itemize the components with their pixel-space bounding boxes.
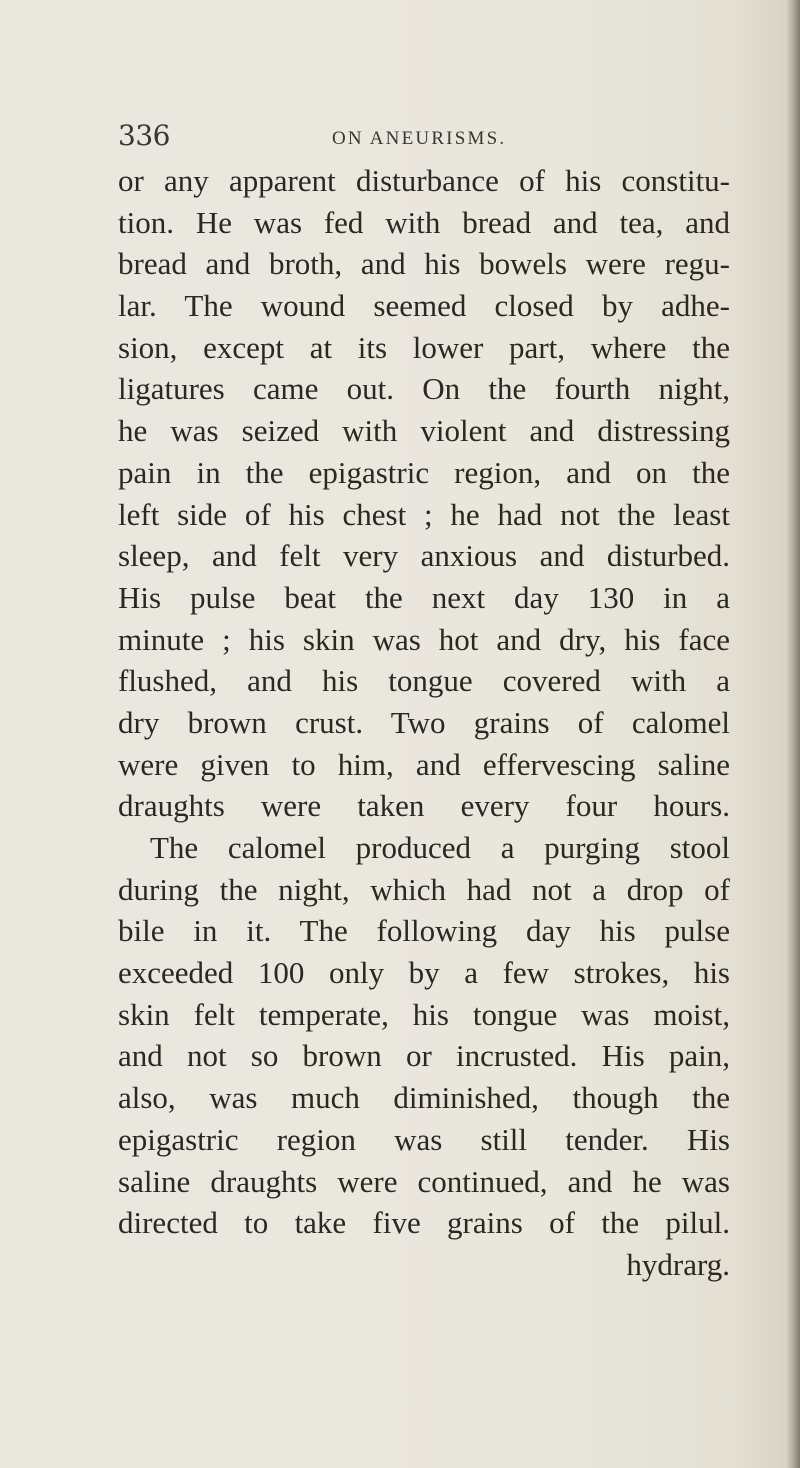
text-line: saline draughts were continued, and he was xyxy=(118,1163,730,1199)
catchword: hydrarg. xyxy=(626,1246,730,1282)
page-number: 336 xyxy=(118,119,170,152)
text-line: epigastric region was still tender. His xyxy=(118,1121,730,1157)
text-line: dry brown crust. Two grains of calomel xyxy=(118,704,730,740)
text-line: skin felt temperate, his tongue was moist, xyxy=(118,996,730,1032)
running-head: ON ANEURISMS. xyxy=(332,128,507,149)
text-line: bread and broth, and his bowels were regu- xyxy=(118,246,730,282)
text-line: sion, except at its lower part, where the xyxy=(118,329,730,365)
text-line: pain in the epigastric region, and on the xyxy=(118,454,730,490)
text-line: flushed, and his tongue covered with a xyxy=(118,663,730,699)
text-line: sleep, and felt very anxious and disturbed. xyxy=(118,538,730,574)
text-line: minute ; his skin was hot and dry, his face xyxy=(118,621,730,657)
text-line: also, was much diminished, though the xyxy=(118,1080,730,1116)
text-line: he was seized with violent and distressing xyxy=(118,413,730,449)
text-line: were given to him, and effervescing saline xyxy=(118,746,730,782)
text-line: bile in it. The following day his pulse xyxy=(118,913,730,949)
text-line: or any apparent disturbance of his constitu- xyxy=(118,163,730,198)
page-header xyxy=(118,118,758,158)
text-line: His pulse beat the next day 130 in a xyxy=(118,579,730,615)
paragraph-start-line: The calomel produced a purging stool xyxy=(150,830,730,865)
text-line: tion. He was fed with bread and tea, and xyxy=(118,204,730,240)
text-line: directed to take five grains of the pilul. xyxy=(118,1205,730,1241)
text-line: and not so brown or incrusted. His pain, xyxy=(118,1038,730,1074)
text-line: draughts were taken every four hours. xyxy=(118,788,730,824)
text-line: left side of his chest ; he had not the least xyxy=(118,496,730,532)
text-line: exceeded 100 only by a few strokes, his xyxy=(118,955,730,991)
body-text xyxy=(118,160,730,1286)
text-line: ligatures came out. On the fourth night, xyxy=(118,371,730,407)
page-edge-shadow xyxy=(786,0,800,1468)
text-line: during the night, which had not a drop of xyxy=(118,871,730,907)
text-line: lar. The wound seemed closed by adhe- xyxy=(118,288,730,324)
